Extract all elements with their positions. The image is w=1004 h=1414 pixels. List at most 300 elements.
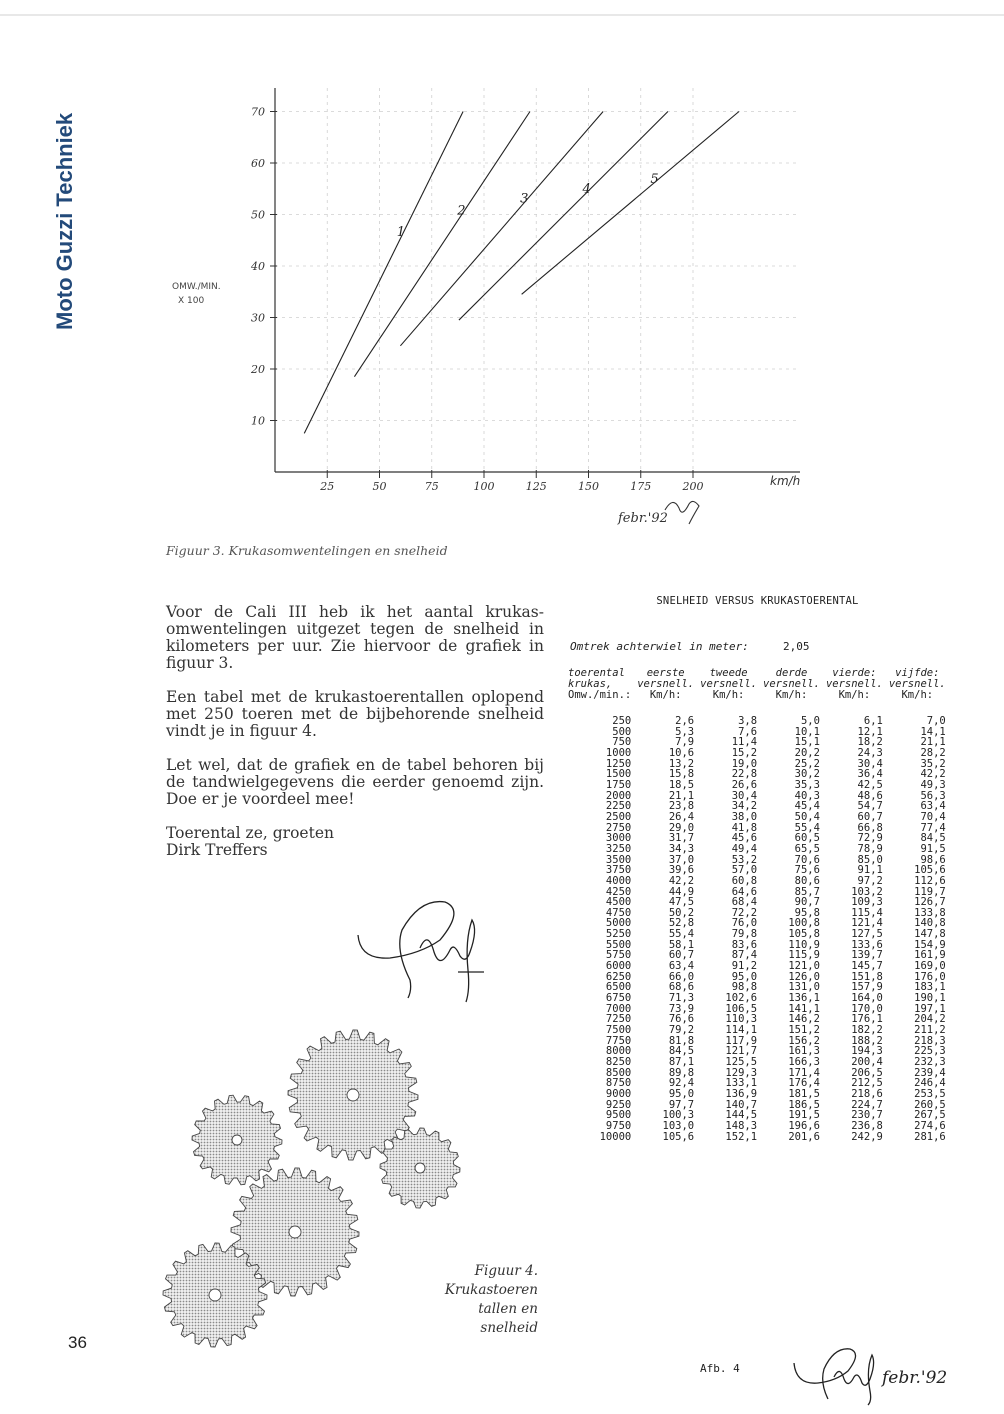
header-gear-3: derde versnell. Km/h: (763, 667, 820, 701)
speed-cell: 115,4 (851, 906, 883, 919)
x-tick-label: 25 (320, 480, 335, 493)
speed-cell: 206,5 (851, 1066, 883, 1079)
header-gear-4: vierde: versnell. Km/h: (825, 667, 883, 701)
gear-line-label: 1 (396, 224, 406, 240)
rpm-cell: 6750 (605, 992, 632, 1005)
speed-cell: 83,6 (731, 938, 758, 951)
rpm-cell: 750 (612, 736, 632, 749)
table-header-row (565, 668, 949, 701)
speed-cell: 156,2 (788, 1034, 820, 1047)
speed-cell: 6,1 (863, 715, 883, 727)
rpm-cell: 1250 (605, 757, 632, 770)
gear-line-label: 5 (650, 171, 659, 187)
speed-cell: 145,7 (851, 960, 883, 973)
speed-cell: 125,5 (725, 1056, 758, 1068)
speed-cell: 47,5 (668, 896, 695, 909)
graph-signature (617, 501, 699, 526)
speed-cell: 68,6 (668, 981, 695, 994)
speed-cell: 139,7 (851, 949, 883, 962)
speed-cell: 200,4 (851, 1056, 883, 1068)
speed-cell: 224,7 (851, 1098, 883, 1111)
speed-cell: 89,8 (668, 1066, 695, 1079)
speed-cell: 7,9 (675, 736, 695, 749)
table-title: SNELHEID VERSUS KRUKASTOERENTAL (656, 595, 859, 607)
y-tick-label: 10 (251, 414, 265, 428)
speed-cell: 126,0 (788, 970, 820, 983)
speed-cell: 176,0 (914, 970, 946, 983)
speed-cell: 35,2 (920, 757, 946, 770)
speed-cell: 190,1 (914, 992, 946, 1005)
rpm-cell: 3750 (605, 864, 632, 877)
speed-cell: 72,9 (857, 832, 883, 845)
speed-cell: 60,5 (794, 832, 820, 845)
table-row (565, 1121, 949, 1132)
figure-label: Afb. 4 (700, 1362, 740, 1375)
speed-cell: 5,3 (675, 725, 695, 738)
speed-cell: 18,5 (668, 778, 695, 791)
speed-cell: 102,6 (725, 992, 758, 1005)
speed-cell: 133,1 (725, 1077, 758, 1090)
rpm-cell: 10000 (599, 1130, 632, 1143)
speed-cell: 7,6 (738, 725, 758, 738)
speed-cell: 164,0 (851, 992, 883, 1005)
rpm-cell: 7750 (605, 1034, 632, 1047)
speed-cell: 49,4 (731, 842, 758, 855)
speed-cell: 98,6 (920, 853, 946, 866)
gears-illustration (155, 1030, 445, 1345)
figure-3-caption: Figuur 3. Krukasomwentelingen en snelheid (166, 543, 448, 558)
speed-cell: 197,1 (914, 1002, 946, 1015)
speed-cell: 79,8 (731, 928, 758, 941)
speed-cell: 72,2 (731, 906, 758, 919)
speed-cell: 151,2 (788, 1024, 820, 1037)
rpm-cell: 7500 (605, 1024, 632, 1037)
speed-cell: 144,5 (725, 1109, 758, 1122)
page-number: 36 (68, 1333, 87, 1352)
figure-4-caption-line2: Krukastoeren (444, 1282, 538, 1298)
figure-4-caption-line1: Figuur 4. (474, 1263, 538, 1279)
speed-cell: 55,4 (794, 821, 820, 834)
handwritten-signature (350, 890, 500, 1020)
rpm-cell: 2250 (605, 800, 632, 813)
speed-cell: 176,4 (788, 1077, 820, 1090)
speed-cell: 129,3 (725, 1066, 758, 1079)
speed-cell: 50,4 (794, 810, 820, 823)
speed-cell: 161,9 (914, 949, 946, 962)
speed-cell: 103,2 (851, 885, 883, 898)
rpm-cell: 3000 (605, 832, 632, 845)
rpm-cell: 9250 (605, 1098, 632, 1111)
speed-cell: 109,3 (851, 896, 883, 909)
speed-cell: 121,7 (725, 1045, 758, 1058)
rpm-cell: 3500 (605, 853, 632, 866)
x-tick-label: 50 (372, 480, 387, 493)
speed-cell: 76,0 (731, 917, 758, 930)
speed-cell: 65,5 (794, 842, 820, 855)
speed-cell: 70,6 (794, 853, 820, 866)
speed-cell: 79,2 (668, 1024, 695, 1037)
speed-cell: 21,1 (668, 789, 695, 802)
speed-cell: 2,6 (675, 715, 695, 727)
speed-cell: 92,4 (668, 1077, 695, 1090)
speed-cell: 66,8 (857, 821, 883, 834)
speed-cell: 95,8 (794, 906, 820, 919)
speed-cell: 95,0 (668, 1087, 695, 1100)
speed-cell: 281,6 (914, 1130, 946, 1143)
speed-cell: 170,0 (851, 1002, 883, 1015)
speed-cell: 201,6 (788, 1130, 820, 1143)
speed-cell: 191,5 (788, 1109, 820, 1122)
speed-cell: 12,1 (857, 725, 883, 738)
speed-cell: 253,5 (914, 1087, 946, 1100)
speed-cell: 26,6 (731, 778, 758, 791)
speed-cell: 22,8 (731, 768, 758, 781)
speed-cell: 54,7 (857, 800, 883, 813)
speed-cell: 28,2 (920, 746, 946, 759)
speed-cell: 38,0 (731, 810, 758, 823)
speed-cell: 119,7 (914, 885, 946, 898)
speed-cell: 50,2 (668, 906, 695, 919)
speed-cell: 84,5 (920, 832, 946, 845)
speed-cell: 10,6 (668, 746, 695, 759)
speed-cell: 260,5 (914, 1098, 946, 1111)
speed-cell: 26,4 (668, 810, 695, 823)
speed-cell: 181,5 (788, 1087, 820, 1100)
y-axis-label-line2: X 100 (178, 296, 205, 306)
speed-cell: 73,9 (668, 1002, 695, 1015)
figure-4-caption-line4: snelheid (480, 1320, 538, 1336)
x-tick-label: 125 (525, 480, 547, 493)
speed-cell: 133,8 (914, 906, 946, 919)
speed-cell: 166,3 (788, 1056, 820, 1068)
speed-cell: 15,2 (731, 746, 758, 759)
table-signature (790, 1345, 980, 1405)
gear-hole (209, 1289, 221, 1301)
speed-cell: 112,6 (914, 874, 946, 887)
speed-cell: 218,3 (914, 1034, 946, 1047)
speed-cell: 97,7 (668, 1098, 695, 1111)
table-row (565, 844, 949, 855)
speed-cell: 110,9 (788, 938, 820, 951)
speed-cell: 30,4 (857, 757, 883, 770)
speed-cell: 218,6 (851, 1087, 883, 1100)
speed-cell: 40,3 (794, 789, 820, 802)
author-name: Dirk Treffers (166, 841, 268, 859)
speed-cell: 151,8 (851, 970, 883, 983)
gear-line-3 (400, 112, 603, 346)
speed-cell: 186,5 (788, 1098, 820, 1111)
speed-cell: 68,4 (731, 896, 758, 909)
speed-cell: 154,9 (914, 938, 946, 951)
speed-cell: 42,2 (920, 768, 946, 781)
speed-cell: 35,3 (794, 778, 820, 791)
speed-cell: 76,6 (668, 1013, 695, 1026)
speed-cell: 81,8 (668, 1034, 695, 1047)
speed-cell: 157,9 (851, 981, 883, 994)
speed-cell: 70,4 (920, 810, 946, 823)
speed-cell: 161,3 (788, 1045, 820, 1058)
speed-cell: 182,2 (851, 1024, 883, 1037)
gear-line-2 (354, 112, 530, 377)
speed-cell: 97,2 (857, 874, 883, 887)
speed-cell: 126,7 (914, 896, 946, 909)
rpm-cell: 500 (612, 725, 632, 738)
speed-cell: 34,2 (731, 800, 758, 813)
speed-cell: 11,4 (731, 736, 758, 749)
rpm-cell: 4750 (605, 906, 632, 919)
y-axis-label-line1: OMW./MIN. (172, 282, 221, 292)
speed-cell: 103,0 (662, 1119, 695, 1132)
speed-cell: 188,2 (851, 1034, 883, 1047)
speed-cell: 115,9 (788, 949, 820, 962)
speed-cell: 117,9 (725, 1034, 758, 1047)
header-gear-1: eerste versnell. Km/h: (637, 667, 695, 701)
speed-cell: 152,1 (725, 1130, 758, 1143)
speed-cell: 78,9 (857, 842, 883, 855)
paragraph-1: Voor de Cali III heb ik het aantal krukas-omwentelingen uitgezet tegen de snelheid in kilometers per uur. Zie hiervoor de grafiek in figuur 3. (166, 603, 544, 672)
speed-cell: 42,5 (857, 778, 883, 791)
speed-cell: 25,2 (794, 757, 820, 770)
paragraph-2: Een tabel met de krukastoerentallen oplopend met 250 toeren met de bijbehorende snelheid vindt je in figuur 4. (166, 688, 544, 740)
gear-hole (289, 1226, 301, 1238)
speed-cell: 230,7 (851, 1109, 883, 1122)
speed-cell: 85,0 (857, 853, 883, 866)
speed-cell: 140,7 (725, 1098, 758, 1111)
rpm-cell: 6500 (605, 981, 632, 994)
speed-cell: 10,1 (794, 725, 820, 738)
speed-cell: 100,8 (788, 917, 820, 930)
speed-cell: 133,6 (851, 938, 883, 951)
speed-cell: 171,4 (788, 1066, 820, 1079)
speed-cell: 63,4 (668, 960, 695, 973)
speed-cell: 49,3 (920, 778, 946, 791)
speed-cell: 80,6 (794, 874, 820, 887)
speed-cell: 131,0 (788, 981, 820, 994)
closing (166, 825, 544, 859)
rpm-cell: 8250 (605, 1056, 632, 1068)
speed-cell: 45,6 (731, 832, 758, 845)
rpm-cell: 4500 (605, 896, 632, 909)
header-gear-5: vijfde: versnell. Km/h: (888, 667, 946, 701)
speed-cell: 84,5 (668, 1045, 695, 1058)
speed-cell: 21,1 (920, 736, 946, 749)
gear-line-label: 4 (582, 181, 591, 197)
rpm-cell: 4250 (605, 885, 632, 898)
speed-cell: 36,4 (857, 768, 883, 781)
speed-cell: 63,4 (920, 800, 946, 813)
speed-cell: 194,3 (851, 1045, 883, 1058)
x-axis-unit: km/h (770, 474, 801, 488)
rpm-cell: 5000 (605, 917, 632, 930)
speed-cell: 60,7 (857, 810, 883, 823)
rpm-cell: 9750 (605, 1119, 632, 1132)
speed-cell: 5,0 (800, 715, 820, 727)
speed-cell: 232,3 (914, 1056, 946, 1068)
speed-cell: 87,1 (668, 1056, 695, 1068)
rpm-cell: 250 (612, 715, 632, 727)
rpm-cell: 7000 (605, 1002, 632, 1015)
table-signature-date: febr.'92 (882, 1368, 948, 1388)
speed-cell: 39,6 (668, 864, 695, 877)
table-row (565, 780, 949, 791)
speed-cell: 141,1 (788, 1002, 820, 1015)
speed-cell: 64,6 (731, 885, 758, 898)
speed-cell: 30,4 (731, 789, 758, 802)
speed-cell: 31,7 (668, 832, 695, 845)
y-tick-label: 50 (251, 208, 265, 222)
x-tick-label: 150 (578, 480, 599, 493)
speed-cell: 87,4 (731, 949, 758, 962)
speed-cell: 13,2 (668, 757, 695, 770)
speed-cell: 95,0 (731, 970, 758, 983)
speed-cell: 58,1 (668, 938, 695, 951)
speed-cell: 146,2 (788, 1013, 820, 1026)
gear-line-label: 3 (520, 191, 529, 207)
circumference-label: Omtrek achterwiel in meter: (570, 640, 749, 653)
speed-cell: 148,3 (725, 1119, 758, 1132)
rpm-cell: 2000 (605, 789, 632, 802)
speed-cell: 52,8 (668, 917, 695, 930)
y-tick-label: 30 (251, 311, 265, 325)
speed-cell: 91,1 (857, 864, 883, 877)
speed-cell: 90,7 (794, 896, 820, 909)
gear-line-4 (459, 112, 668, 321)
speed-cell: 18,2 (857, 736, 883, 749)
closing-greeting: Toerental ze, groeten (166, 824, 334, 842)
table-row (565, 876, 949, 887)
speed-cell: 196,6 (788, 1119, 820, 1132)
speed-cell: 267,5 (914, 1109, 946, 1122)
speed-cell: 42,2 (668, 874, 695, 887)
speed-cell: 176,1 (851, 1013, 883, 1026)
y-tick-label: 20 (251, 363, 265, 376)
rpm-cell: 1750 (605, 778, 632, 791)
speed-cell: 19,0 (731, 757, 758, 770)
rpm-cell: 5250 (605, 928, 632, 941)
rpm-cell: 8500 (605, 1066, 632, 1079)
speed-cell: 60,8 (731, 874, 758, 887)
x-tick-label: 100 (473, 480, 495, 493)
header-rpm: toerental krukas, Omw./min.: (568, 667, 632, 701)
gear-hole (347, 1089, 359, 1101)
circumference-value: 2,05 (783, 640, 810, 653)
y-tick-label: 70 (251, 105, 265, 119)
speed-cell: 114,1 (725, 1024, 758, 1037)
table-row (565, 1132, 949, 1143)
speed-cell: 274,6 (914, 1119, 946, 1132)
speed-cell: 105,8 (788, 928, 820, 941)
signature-mark (794, 1349, 856, 1399)
speed-cell: 239,4 (914, 1066, 946, 1079)
speed-cell: 14,1 (920, 725, 946, 738)
speed-cell: 204,2 (914, 1013, 946, 1026)
speed-cell: 121,0 (788, 960, 820, 973)
speed-cell: 24,3 (857, 746, 883, 759)
rpm-cell: 6000 (605, 960, 632, 973)
rpm-cell: 3250 (605, 842, 632, 855)
speed-cell: 75,6 (794, 864, 820, 877)
table-row (565, 812, 949, 823)
rpm-cell: 5750 (605, 949, 632, 962)
speed-cell: 60,7 (668, 949, 695, 962)
speed-cell: 3,8 (738, 715, 758, 727)
rpm-cell: 8750 (605, 1077, 632, 1090)
speed-cell: 106,5 (725, 1002, 758, 1015)
speed-cell: 169,0 (914, 960, 946, 973)
speed-cell: 242,9 (851, 1130, 883, 1143)
speed-cell: 127,5 (851, 928, 883, 941)
speed-cell: 91,2 (731, 960, 758, 973)
rpm-cell: 1000 (605, 746, 632, 759)
figure-4-caption-line3: tallen en (478, 1301, 538, 1317)
speed-cell: 98,8 (731, 981, 758, 994)
gear-line-1 (304, 112, 466, 434)
x-tick-label: 175 (630, 480, 652, 493)
speed-cell: 34,3 (668, 842, 695, 855)
speed-cell: 105,6 (662, 1130, 695, 1143)
speed-cell: 121,4 (851, 917, 883, 930)
rpm-speed-chart (160, 80, 801, 540)
rpm-cell: 1500 (605, 768, 632, 781)
speed-cell: 15,8 (668, 768, 695, 781)
x-tick-label: 200 (682, 480, 704, 493)
gear-line-label: 2 (457, 203, 466, 219)
speed-cell: 77,4 (920, 821, 946, 834)
speed-cell: 7,0 (926, 715, 946, 727)
speed-cell: 66,0 (668, 970, 695, 983)
table-row (565, 701, 949, 727)
speed-cell: 53,2 (731, 853, 758, 866)
rpm-cell: 2500 (605, 810, 632, 823)
sidebar-title: Moto Guzzi Techniek (52, 112, 77, 330)
gear-line-5 (522, 112, 739, 295)
article-body (166, 604, 544, 876)
speed-cell: 29,0 (668, 821, 695, 834)
speed-cell: 91,5 (920, 842, 946, 855)
speed-cell: 71,3 (668, 992, 695, 1005)
speed-cell: 23,8 (668, 800, 695, 813)
speed-cell: 110,3 (725, 1013, 758, 1026)
y-tick-label: 40 (251, 260, 265, 273)
speed-cell: 41,8 (731, 821, 758, 834)
paragraph-3: Let wel, dat de grafiek en de tabel behoren bij de tandwielgegevens die eerder genoemd zijn. Doe er je voordeel mee! (166, 756, 544, 808)
speed-cell: 140,8 (914, 917, 946, 930)
rpm-cell: 8000 (605, 1045, 632, 1058)
rpm-cell: 7250 (605, 1013, 632, 1026)
speed-cell: 48,6 (857, 789, 883, 802)
graph-signature-date: febr.'92 (618, 511, 668, 526)
speed-cell: 85,7 (794, 885, 820, 898)
gear-hole (415, 1163, 425, 1173)
speed-cell: 30,2 (794, 768, 820, 781)
speed-cell: 20,2 (794, 746, 820, 759)
speed-cell: 44,9 (668, 885, 695, 898)
speed-table (565, 668, 949, 1142)
rpm-cell: 2750 (605, 821, 632, 834)
rpm-cell: 9000 (605, 1087, 632, 1100)
speed-cell: 55,4 (668, 928, 695, 941)
gear-hole (232, 1135, 242, 1145)
speed-cell: 45,4 (794, 800, 820, 813)
header-gear-2: tweede versnell. Km/h: (700, 667, 758, 701)
speed-cell: 37,0 (668, 853, 695, 866)
rpm-cell: 9500 (605, 1109, 632, 1122)
rpm-cell: 6250 (605, 970, 632, 983)
rpm-cell: 4000 (605, 874, 632, 887)
speed-cell: 246,4 (914, 1077, 946, 1090)
rpm-cell: 5500 (605, 938, 632, 951)
x-tick-label: 75 (424, 480, 439, 493)
